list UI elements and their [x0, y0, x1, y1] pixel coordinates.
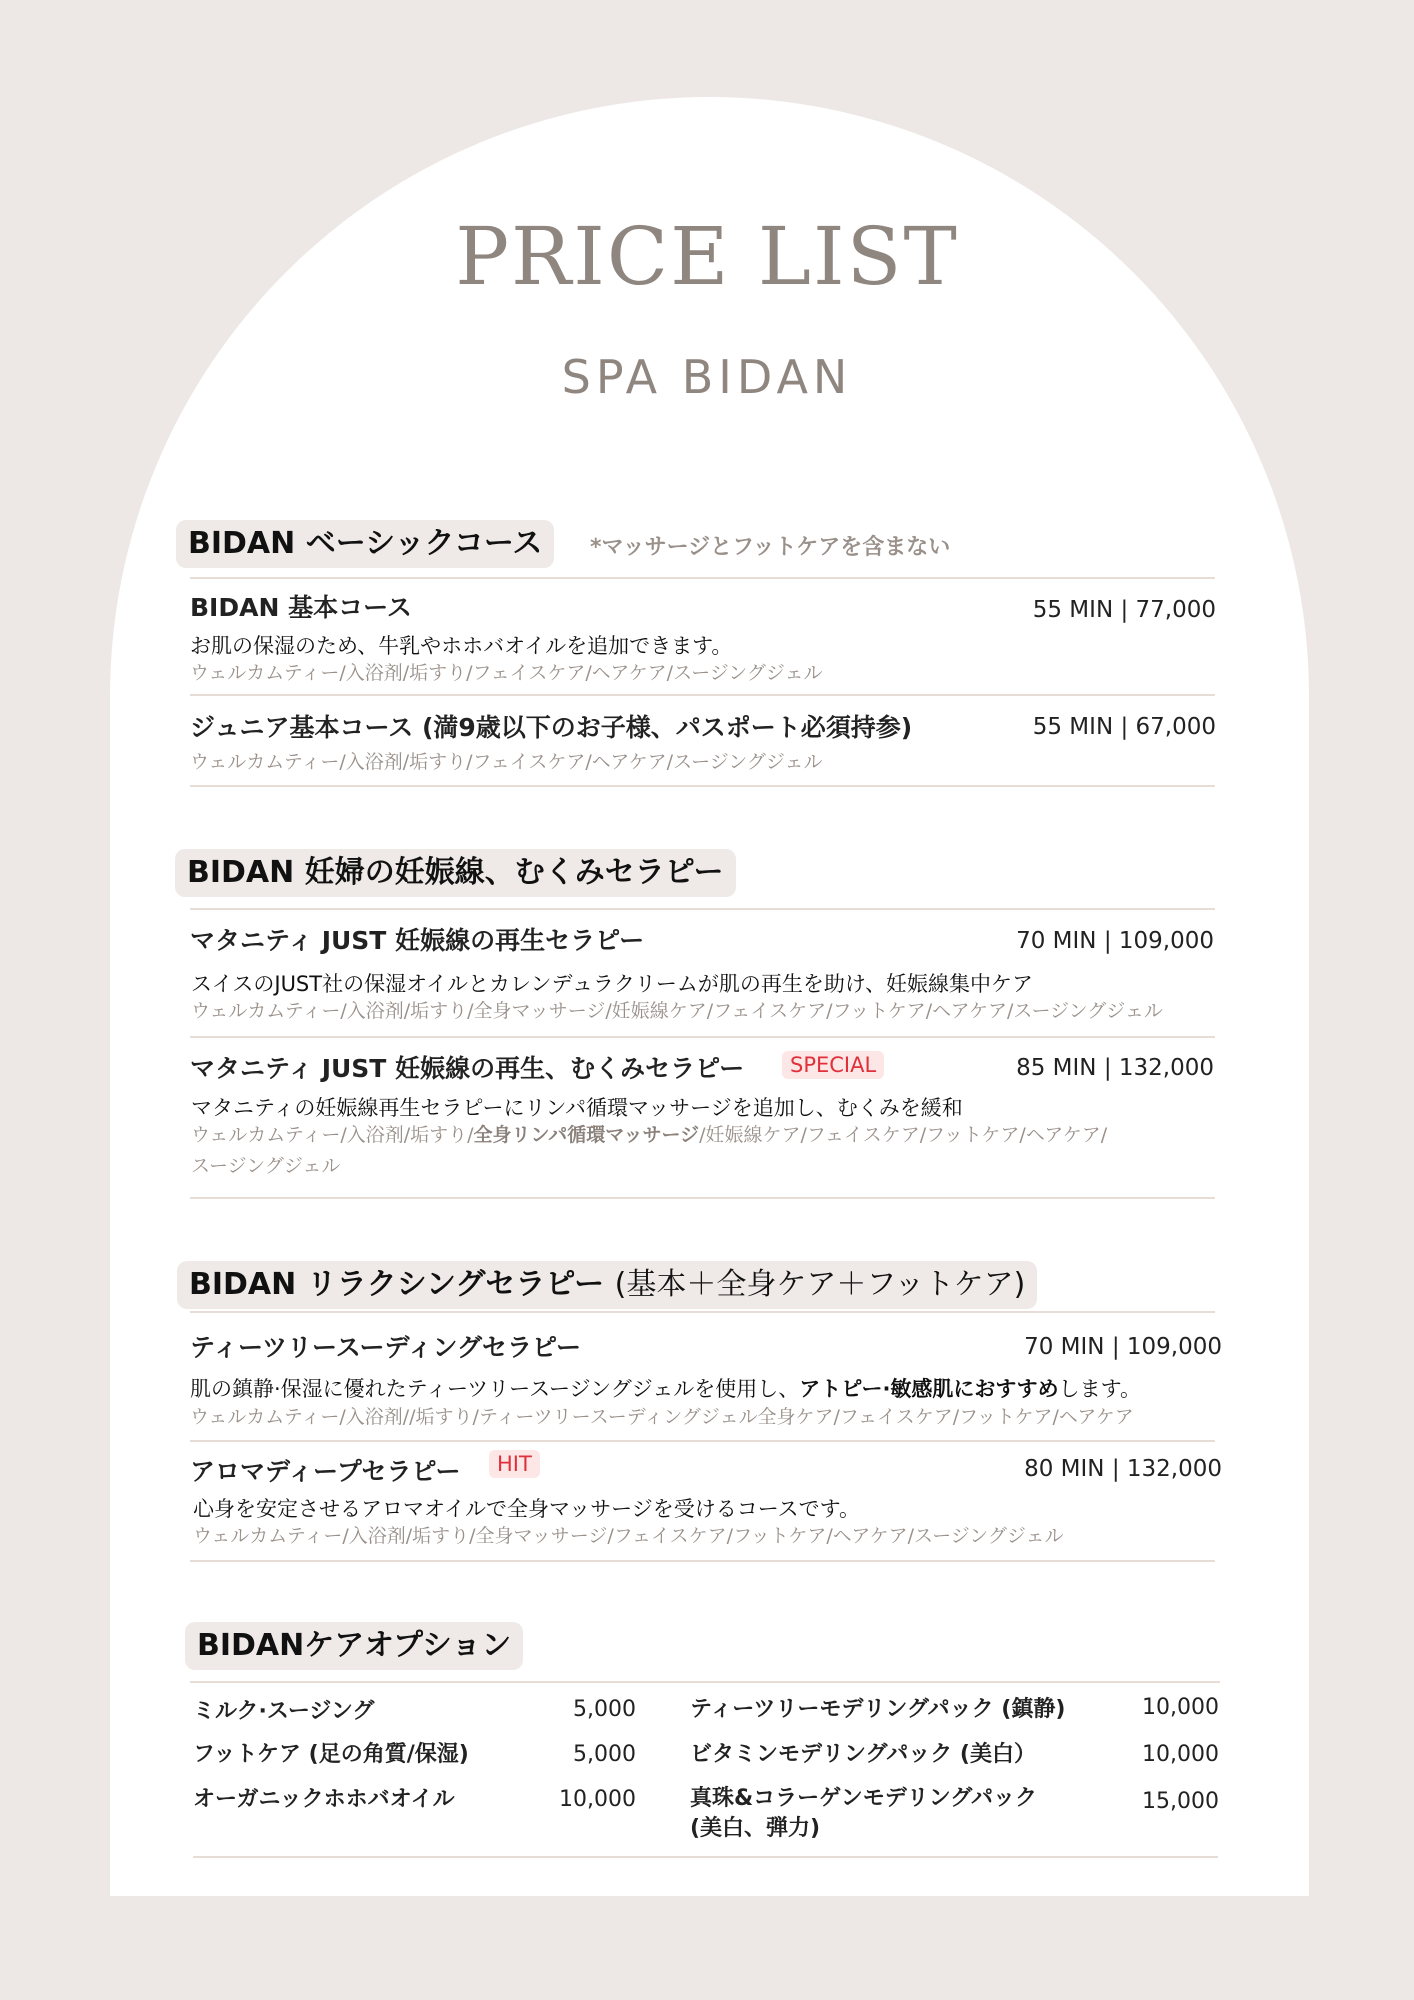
course-price: 70 MIN | 109,000 — [1024, 1334, 1222, 1360]
course-name: BIDAN 基本コース — [190, 593, 412, 622]
section-note-basic: *マッサージとフットケアを含まない — [590, 535, 951, 560]
course-price: 85 MIN | 132,000 — [1016, 1055, 1214, 1081]
page-subtitle: SPA BIDAN — [561, 350, 853, 404]
divider — [193, 1856, 1218, 1858]
option-name: ミルク·スージング — [193, 1699, 375, 1724]
course-includes: ウェルカムティー/入浴剤/垢すり/全身マッサージ/フェイスケア/フットケア/ヘアケア/スージングジェル — [193, 1525, 1064, 1547]
option-price: 5,000 — [573, 1742, 636, 1767]
divider — [190, 908, 1215, 910]
option-price: 5,000 — [573, 1697, 636, 1722]
course-price: 55 MIN | 67,000 — [1032, 714, 1216, 740]
course-name: アロマディープセラピー — [190, 1457, 461, 1486]
divider — [190, 1440, 1215, 1442]
section-heading-relax: BIDAN リラクシングセラピー (基本＋全身ケア＋フットケア) — [177, 1261, 1037, 1309]
section-heading-options: BIDANケアオプション — [185, 1622, 523, 1670]
option-name: フットケア (足の角質/保湿) — [193, 1742, 469, 1767]
course-name: ティーツリースーディングセラピー — [190, 1333, 582, 1362]
course-description: マタニティの妊娠線再生セラピーにリンパ循環マッサージを追加し、むくみを緩和 — [191, 1096, 963, 1120]
course-price: 55 MIN | 77,000 — [1032, 597, 1216, 623]
course-includes: ウェルカムティー/入浴剤/垢すり/フェイスケア/ヘアケア/スージングジェル — [190, 662, 823, 684]
option-price: 10,000 — [1142, 1695, 1219, 1720]
divider — [190, 577, 1215, 579]
course-description: 心身を安定させるアロマオイルで全身マッサージを受けるコースです。 — [193, 1497, 860, 1521]
option-price: 10,000 — [559, 1787, 636, 1812]
course-name: マタニティ JUST 妊娠線の再生セラピー — [190, 926, 645, 955]
section-heading-maternity: BIDAN 妊婦の妊娠線、むくみセラピー — [175, 849, 736, 897]
option-name: 真珠&コラーゲンモデリングパック (美白、弾力) — [690, 1786, 1037, 1841]
option-name: ティーツリーモデリングパック (鎮静) — [690, 1697, 1066, 1722]
divider — [190, 1681, 1220, 1683]
course-name: マタニティ JUST 妊娠線の再生、むくみセラピー — [190, 1054, 745, 1083]
course-includes: ウェルカムティー/入浴剤//垢すり/ティーツリースーディングジェル全身ケア/フェイスケア/フットケア/ヘアケア — [190, 1406, 1134, 1428]
course-price: 70 MIN | 109,000 — [1016, 928, 1214, 954]
divider — [190, 1036, 1215, 1038]
course-name: ジュニア基本コース (満9歳以下のお子様、パスポート必須持参) — [190, 713, 913, 742]
course-includes: ウェルカムティー/入浴剤/垢すり/全身リンパ循環マッサージ/妊娠線ケア/フェイスケア/フットケア/ヘアケア/ スージングジェル — [191, 1124, 1108, 1177]
course-description: お肌の保湿のため、牛乳やホホバオイルを追加できます。 — [190, 634, 733, 658]
course-price: 80 MIN | 132,000 — [1024, 1456, 1222, 1482]
option-price: 10,000 — [1142, 1742, 1219, 1767]
course-description: スイスのJUST社の保湿オイルとカレンデュラクリームが肌の再生を助け、妊娠線集中ケア — [191, 972, 1034, 996]
divider — [190, 785, 1215, 787]
option-name: ビタミンモデリングパック (美白） — [690, 1742, 1036, 1767]
divider — [190, 694, 1215, 696]
divider — [190, 1311, 1215, 1313]
divider — [190, 1197, 1215, 1199]
course-description: 肌の鎮静·保湿に優れたティーツリースージングジェルを使用し、アトピー·敏感肌におすすめします。 — [190, 1377, 1141, 1401]
hit-badge: HIT — [489, 1450, 540, 1478]
option-price: 15,000 — [1142, 1789, 1219, 1814]
course-includes: ウェルカムティー/入浴剤/垢すり/フェイスケア/ヘアケア/スージングジェル — [190, 751, 823, 773]
course-includes: ウェルカムティー/入浴剤/垢すり/全身マッサージ/妊娠線ケア/フェイスケア/フットケア/ヘアケア/スージングジェル — [191, 1000, 1163, 1022]
option-name: オーガニックホホバオイル — [193, 1787, 455, 1812]
divider — [190, 1560, 1215, 1562]
page-title: PRICE LIST — [455, 210, 959, 303]
section-heading-basic: BIDAN ベーシックコース — [176, 520, 554, 568]
special-badge: SPECIAL — [782, 1051, 884, 1079]
